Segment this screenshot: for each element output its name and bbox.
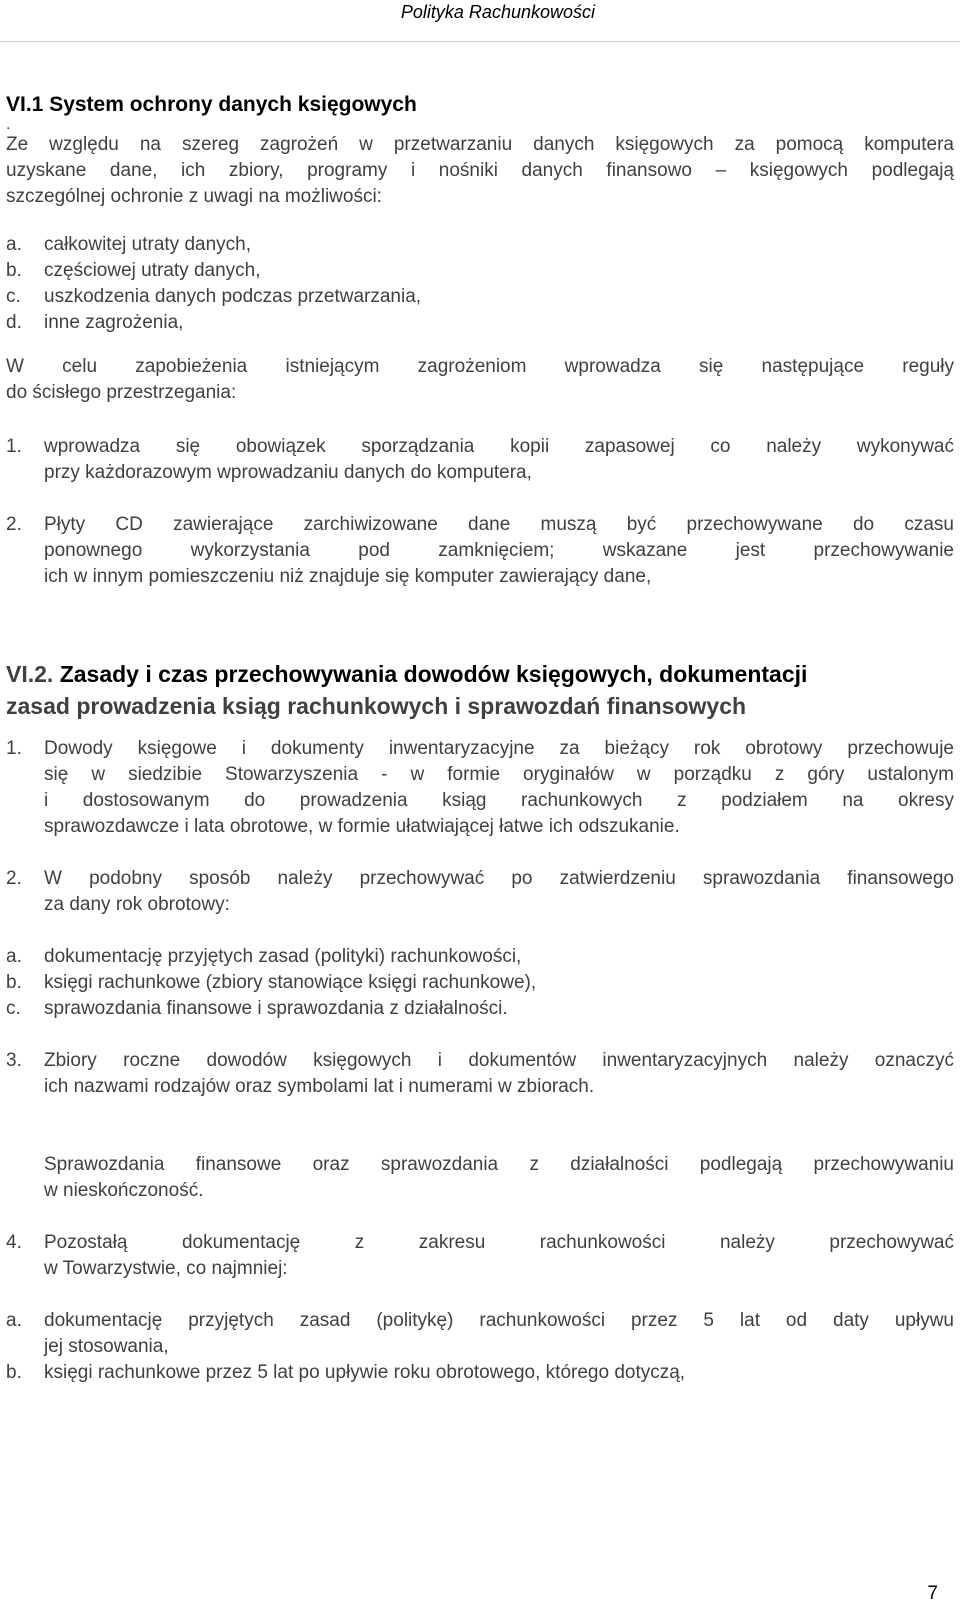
intro-line: Ze względu na szereg zagrożeń w przetwarzaniu danych księgowych za pomocą komputera <box>6 134 954 155</box>
list-label: b. <box>6 1362 22 1383</box>
list-label: a. <box>6 1310 22 1331</box>
item-line: sprawozdawcze i lata obrotowe, w formie ułatwiającej łatwe ich odszukanie. <box>44 816 680 837</box>
list-label: c. <box>6 286 21 307</box>
list-text: księgi rachunkowe (zbiory stanowiące księgi rachunkowe), <box>44 972 537 993</box>
rule-line: ponownego wykorzystania pod zamknięciem; wskazane jest przechowywanie <box>44 540 954 561</box>
numbered-item <box>6 1048 954 1100</box>
rule-item <box>6 434 954 486</box>
item-number: 1. <box>6 738 22 759</box>
list-item <box>6 232 954 258</box>
rules-intro-line: do ścisłego przestrzegania: <box>6 382 237 403</box>
header-title: Polityka Rachunkowości <box>400 2 595 22</box>
rules-intro-line: W celu zapobieżenia istniejącym zagrożeniom wprowadza się następujące reguły <box>6 356 954 377</box>
section-heading-line1: Zasady i czas przechowywania dowodów księgowych, dokumentacji <box>59 661 808 687</box>
document-body <box>6 92 954 1386</box>
item-line: Zbiory roczne dowodów księgowych i dokumentów inwentaryzacyjnych należy oznaczyć <box>44 1050 954 1071</box>
section-heading-prefix: VI.2. <box>6 661 54 687</box>
retention-list <box>6 1308 954 1386</box>
intro-paragraph <box>6 132 954 210</box>
list-label: d. <box>6 312 22 333</box>
item-line: W podobny sposób należy przechowywać po zatwierdzeniu sprawozdania finansowego <box>44 868 954 889</box>
rule-number: 2. <box>6 514 22 535</box>
rules-intro <box>6 354 954 406</box>
item-line: się w siedzibie Stowarzyszenia - w formie oryginałów w porządku z góry ustalonym <box>44 764 954 785</box>
list-item <box>6 258 954 284</box>
item-line: ich nazwami rodzajów oraz symbolami lat i numerami w zbiorach. <box>44 1076 595 1097</box>
list-text: sprawozdania finansowe i sprawozdania z działalności. <box>44 998 508 1019</box>
list-item <box>6 284 954 310</box>
numbered-item <box>6 1230 954 1282</box>
item-line: i dostosowanym do prowadzenia ksiąg rachunkowych z podziałem na okresy <box>44 790 954 811</box>
rule-line: Płyty CD zawierające zarchiwizowane dane muszą być przechowywane do czasu <box>44 514 954 535</box>
section-heading-vi1: VI.1 System ochrony danych księgowych <box>6 93 417 116</box>
list-text: całkowitej utraty danych, <box>44 234 251 255</box>
item-line: w Towarzystwie, co najmniej: <box>44 1258 288 1279</box>
list-item <box>6 970 954 996</box>
item-line: Pozostałą dokumentację z zakresu rachunkowości należy przechowywać <box>44 1232 954 1253</box>
list-label: b. <box>6 260 22 281</box>
rule-line: wprowadza się obowiązek sporządzania kopii zapasowej co należy wykonywać <box>44 436 954 457</box>
section-heading-vi2 <box>6 658 954 722</box>
retention-note <box>6 1152 954 1204</box>
list-item <box>6 1308 954 1360</box>
item-number: 2. <box>6 868 22 889</box>
note-line: w nieskończoność. <box>44 1180 204 1201</box>
page-header <box>0 0 960 44</box>
rule-line: ich w innym pomieszczeniu niż znajduje się komputer zawierający dane, <box>44 566 652 587</box>
item-line: za dany rok obrotowy: <box>44 894 230 915</box>
rule-line: przy każdorazowym wprowadzaniu danych do komputera, <box>44 462 532 483</box>
list-text: dokumentację przyjętych zasad (polityki) rachunkowości, <box>44 946 522 967</box>
numbered-item <box>6 736 954 840</box>
item-number: 4. <box>6 1232 22 1253</box>
list-line: księgi rachunkowe przez 5 lat po upływie roku obrotowego, którego dotyczą, <box>44 1362 686 1383</box>
list-item <box>6 996 954 1022</box>
list-text: uszkodzenia danych podczas przetwarzania, <box>44 286 422 307</box>
list-line: jej stosowania, <box>44 1336 169 1357</box>
stray-dot: . <box>6 116 11 133</box>
rule-item <box>6 512 954 590</box>
header-divider <box>0 41 960 42</box>
list-label: a. <box>6 234 22 255</box>
section-heading-line2: zasad prowadzenia ksiąg rachunkowych i sprawozdań finansowych <box>6 693 747 719</box>
list-line: dokumentację przyjętych zasad (politykę) rachunkowości przez 5 lat od daty upływu <box>44 1310 954 1331</box>
page-number: 7 <box>927 1583 938 1604</box>
numbered-item <box>6 866 954 918</box>
intro-line: szczególnej ochronie z uwagi na możliwości: <box>6 186 382 207</box>
threat-list <box>6 232 954 336</box>
item-number: 3. <box>6 1050 22 1071</box>
list-item <box>6 310 954 336</box>
note-line: Sprawozdania finansowe oraz sprawozdania z działalności podlegają przechowywaniu <box>44 1154 954 1175</box>
list-item <box>6 1360 954 1386</box>
list-label: b. <box>6 972 22 993</box>
rule-number: 1. <box>6 436 22 457</box>
list-item <box>6 944 954 970</box>
intro-line: uzyskane dane, ich zbiory, programy i nośniki danych finansowo – księgowych podlegają <box>6 160 954 181</box>
list-text: inne zagrożenia, <box>44 312 184 333</box>
list-text: częściowej utraty danych, <box>44 260 261 281</box>
document-list <box>6 944 954 1022</box>
item-line: Dowody księgowe i dokumenty inwentaryzacyjne za bieżący rok obrotowy przechowuje <box>44 738 954 759</box>
list-label: c. <box>6 998 21 1019</box>
list-label: a. <box>6 946 22 967</box>
